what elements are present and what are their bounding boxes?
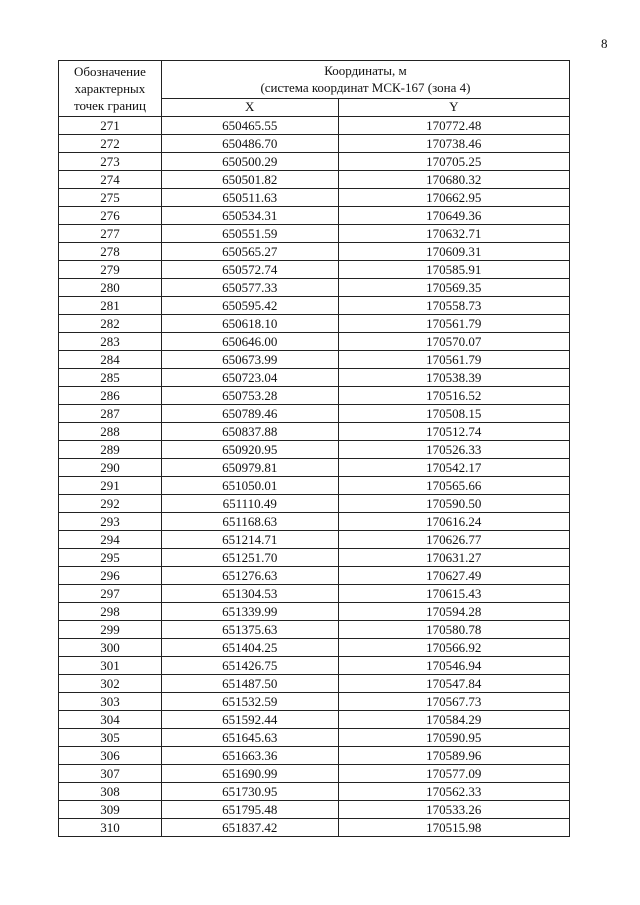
table-row [59,225,570,243]
point-number-cell: 304 [59,711,162,729]
table-row [59,549,570,567]
y-coordinate-cell: 170649.36 [338,207,569,225]
point-number-cell: 294 [59,531,162,549]
point-number-cell: 290 [59,459,162,477]
point-number-cell: 273 [59,153,162,171]
x-coordinate-cell: 651339.99 [161,603,338,621]
x-coordinate-cell: 650673.99 [161,351,338,369]
x-coordinate-cell: 651730.95 [161,783,338,801]
point-number-cell: 297 [59,585,162,603]
x-coordinate-cell: 651404.25 [161,639,338,657]
table-row [59,387,570,405]
y-coordinate-cell: 170542.17 [338,459,569,477]
coordinates-table [58,60,570,837]
point-number-cell: 302 [59,675,162,693]
x-coordinate-cell: 650920.95 [161,441,338,459]
x-coordinate-cell: 650646.00 [161,333,338,351]
y-coordinate-cell: 170594.28 [338,603,569,621]
x-column-header: X [161,98,338,116]
y-coordinate-cell: 170558.73 [338,297,569,315]
x-coordinate-cell: 651050.01 [161,477,338,495]
x-coordinate-cell: 651375.63 [161,621,338,639]
point-number-cell: 274 [59,171,162,189]
point-number-cell: 310 [59,819,162,837]
y-coordinate-cell: 170565.66 [338,477,569,495]
table-row [59,621,570,639]
table-row [59,351,570,369]
x-coordinate-cell: 650979.81 [161,459,338,477]
point-number-cell: 309 [59,801,162,819]
x-coordinate-cell: 650789.46 [161,405,338,423]
point-number-cell: 278 [59,243,162,261]
table-row [59,441,570,459]
table-row [59,189,570,207]
table-row [59,153,570,171]
table-row [59,765,570,783]
table-row [59,657,570,675]
y-coordinate-cell: 170772.48 [338,117,569,135]
x-coordinate-cell: 650618.10 [161,315,338,333]
y-coordinate-cell: 170516.52 [338,387,569,405]
table-row [59,567,570,585]
table-row [59,675,570,693]
y-coordinate-cell: 170631.27 [338,549,569,567]
table-row [59,603,570,621]
x-coordinate-cell: 650465.55 [161,117,338,135]
y-coordinate-cell: 170547.84 [338,675,569,693]
y-coordinate-cell: 170738.46 [338,135,569,153]
y-coordinate-cell: 170590.95 [338,729,569,747]
y-coordinate-cell: 170705.25 [338,153,569,171]
x-coordinate-cell: 650511.63 [161,189,338,207]
x-coordinate-cell: 650486.70 [161,135,338,153]
table-row [59,297,570,315]
y-coordinate-cell: 170569.35 [338,279,569,297]
x-coordinate-cell: 651532.59 [161,693,338,711]
table-row [59,639,570,657]
x-coordinate-cell: 651663.36 [161,747,338,765]
point-number-cell: 284 [59,351,162,369]
point-number-cell: 283 [59,333,162,351]
y-coordinate-cell: 170626.77 [338,531,569,549]
table-row [59,261,570,279]
x-coordinate-cell: 650595.42 [161,297,338,315]
point-number-cell: 308 [59,783,162,801]
x-coordinate-cell: 650572.74 [161,261,338,279]
y-coordinate-cell: 170632.71 [338,225,569,243]
table-row [59,333,570,351]
point-number-cell: 271 [59,117,162,135]
table-header [59,61,570,117]
y-coordinate-cell: 170585.91 [338,261,569,279]
point-number-cell: 307 [59,765,162,783]
point-number-cell: 293 [59,513,162,531]
y-coordinate-cell: 170589.96 [338,747,569,765]
table-row [59,369,570,387]
y-coordinate-cell: 170508.15 [338,405,569,423]
table-row [59,783,570,801]
y-coordinate-cell: 170562.33 [338,783,569,801]
table-row [59,117,570,135]
point-number-cell: 289 [59,441,162,459]
x-coordinate-cell: 650723.04 [161,369,338,387]
point-number-cell: 291 [59,477,162,495]
x-coordinate-cell: 650753.28 [161,387,338,405]
y-coordinate-cell: 170584.29 [338,711,569,729]
table-row [59,729,570,747]
x-coordinate-cell: 650534.31 [161,207,338,225]
y-coordinate-cell: 170567.73 [338,693,569,711]
y-column-header: Y [338,98,569,116]
table-row [59,747,570,765]
point-number-cell: 292 [59,495,162,513]
y-coordinate-cell: 170561.79 [338,351,569,369]
table-row [59,711,570,729]
x-coordinate-cell: 651214.71 [161,531,338,549]
table-row [59,801,570,819]
y-coordinate-cell: 170580.78 [338,621,569,639]
x-coordinate-cell: 650837.88 [161,423,338,441]
table-body [59,117,570,837]
x-coordinate-cell: 651592.44 [161,711,338,729]
y-coordinate-cell: 170546.94 [338,657,569,675]
point-number-cell: 282 [59,315,162,333]
x-coordinate-cell: 651276.63 [161,567,338,585]
y-coordinate-cell: 170561.79 [338,315,569,333]
table-row [59,207,570,225]
y-coordinate-cell: 170615.43 [338,585,569,603]
y-coordinate-cell: 170616.24 [338,513,569,531]
y-coordinate-cell: 170577.09 [338,765,569,783]
point-number-cell: 272 [59,135,162,153]
point-number-cell: 286 [59,387,162,405]
point-label-line: характерных [74,81,146,96]
page-number: 8 [601,36,608,51]
y-coordinate-cell: 170566.92 [338,639,569,657]
table-row [59,585,570,603]
y-coordinate-cell: 170570.07 [338,333,569,351]
table-row [59,693,570,711]
point-number-cell: 295 [59,549,162,567]
point-number-cell: 279 [59,261,162,279]
table-row [59,513,570,531]
point-number-cell: 306 [59,747,162,765]
point-label-header [59,61,162,117]
point-number-cell: 285 [59,369,162,387]
x-coordinate-cell: 651110.49 [161,495,338,513]
x-coordinate-cell: 651251.70 [161,549,338,567]
table-row [59,279,570,297]
point-number-cell: 281 [59,297,162,315]
x-coordinate-cell: 651645.63 [161,729,338,747]
table-row [59,459,570,477]
x-coordinate-cell: 650501.82 [161,171,338,189]
point-number-cell: 296 [59,567,162,585]
coords-title: Координаты, м [324,63,407,79]
y-coordinate-cell: 170538.39 [338,369,569,387]
x-coordinate-cell: 651426.75 [161,657,338,675]
table-row [59,495,570,513]
table-row [59,531,570,549]
table-row [59,477,570,495]
table-row [59,135,570,153]
point-number-cell: 276 [59,207,162,225]
y-coordinate-cell: 170515.98 [338,819,569,837]
y-coordinate-cell: 170609.31 [338,243,569,261]
table-row [59,819,570,837]
y-coordinate-cell: 170662.95 [338,189,569,207]
point-number-cell: 301 [59,657,162,675]
table-row [59,315,570,333]
y-coordinate-cell: 170627.49 [338,567,569,585]
x-coordinate-cell: 651837.42 [161,819,338,837]
point-label-line: Обозначение [74,64,146,79]
point-number-cell: 299 [59,621,162,639]
table-row [59,405,570,423]
y-coordinate-cell: 170590.50 [338,495,569,513]
x-coordinate-cell: 650551.59 [161,225,338,243]
x-coordinate-cell: 651168.63 [161,513,338,531]
x-coordinate-cell: 651304.53 [161,585,338,603]
table-row [59,171,570,189]
point-number-cell: 303 [59,693,162,711]
table-row [59,243,570,261]
y-coordinate-cell: 170526.33 [338,441,569,459]
point-number-cell: 288 [59,423,162,441]
y-coordinate-cell: 170680.32 [338,171,569,189]
x-coordinate-cell: 651487.50 [161,675,338,693]
point-number-cell: 305 [59,729,162,747]
point-label-line: точек границ [73,98,146,113]
y-coordinate-cell: 170533.26 [338,801,569,819]
point-number-cell: 277 [59,225,162,243]
x-coordinate-cell: 650500.29 [161,153,338,171]
x-coordinate-cell: 651795.48 [161,801,338,819]
point-number-cell: 275 [59,189,162,207]
point-number-cell: 300 [59,639,162,657]
table-row [59,423,570,441]
coords-header [161,61,569,99]
coords-system: (система координат МСК-167 (зона 4) [260,80,471,96]
y-coordinate-cell: 170512.74 [338,423,569,441]
point-number-cell: 280 [59,279,162,297]
point-number-cell: 298 [59,603,162,621]
x-coordinate-cell: 651690.99 [161,765,338,783]
x-coordinate-cell: 650577.33 [161,279,338,297]
x-coordinate-cell: 650565.27 [161,243,338,261]
point-number-cell: 287 [59,405,162,423]
